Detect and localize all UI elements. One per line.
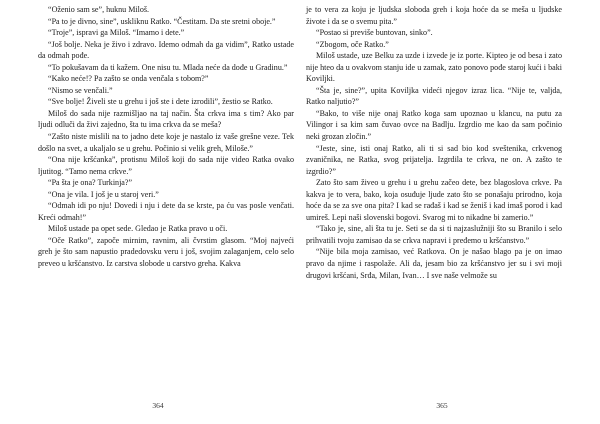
paragraph: “To pokušavam da ti kažem. One nisu tu. Mlada neće da dođe u Gradinu.” <box>48 62 288 72</box>
paragraph: “Oče Ratko”, započe mirnim, ravnim, ali čvrstim glasom. “Moj najveći greh je što sam napustio pradedovsku veru i još, svojim zalaganjem, celo selo preveo u kršćanstvo. Iz carstva slobode u carstvo greha. Kakva <box>38 235 294 269</box>
paragraph: “Zašto niste mislili na to jadno dete koje je nastalo iz vaše grešne veze. Tek došlo na svet, a ukaljalo se u grehu. Počinio si velik greh, Miloše.” <box>38 132 294 153</box>
paragraph: “Zbogom, oče Ratko.” <box>316 39 389 49</box>
paragraph: “Oženio sam se”, huknu Miloš. <box>48 5 150 14</box>
right-page-text <box>306 4 562 281</box>
paragraph: “Tako je, sine, ali šta tu je. Seti se da si ti najzaslužniji što su Branilo i selo prihvatili tvoju zamisao da se crkva napravi i pređemo u kršćanstvo.” <box>306 224 562 245</box>
left-page-text <box>38 4 294 270</box>
paragraph: “Sve bolje! Živeli ste u grehu i još ste i dete izrodili”, žestio se Ratko. <box>48 97 273 107</box>
paragraph: “Šta je, sine?”, upita Koviljka videći njegov izraz lica. “Nije te, valjda, Ratko naljutio?” <box>306 85 562 107</box>
paragraph: “Odmah idi po nju! Dovedi i nju i dete da se krste, pa ću vas posle venčati. Kreći odmah!” <box>38 201 294 222</box>
paragraph: Miloš do sada nije razmišljao na taj način. Šta crkva ima s tim? Ako par ljudi odluči da živi zajedno, šta tu ima crkva da se meša? <box>38 108 294 130</box>
paragraph: “Nismo se venčali.” <box>48 85 113 95</box>
paragraph: “Postao si previše buntovan, sinko”. <box>316 28 433 38</box>
paragraph: “Kako neće!? Pa zašto se onda venčala s tobom?” <box>48 74 209 84</box>
page-number-right: 365 <box>436 401 448 410</box>
page-number-left: 364 <box>152 401 164 410</box>
paragraph: “Nije bila moja zamisao, već Ratkova. On je našao blago pa je on imao pravo da njime i raspolaže. Ali da, jesam bio za kršćanstvo jer su i svi moji drugovi kršćani, Srđa, Milan, Ivan… I sve naše velmože su <box>306 247 562 280</box>
paragraph: Miloš ustade, uze Belku za uzde i izvede je iz porte. Kipteo je od besa i zato nije hteo da u ovakvom stanju ide u zamak, zato ponovo pođe staroj kući i baki Koviljki. <box>306 51 562 84</box>
paragraph: “Ona nije kršćanka”, protisnu Miloš koji do sada nije video Ratka ovako ljutitog. “Tamo nema crkve.” <box>38 155 294 176</box>
paragraph: “Jeste, sine, isti onaj Ratko, ali ti si sad bio kod sveštenika, crkvenog zvaničnika, ne Ratka, svog prijatelja. Izgrdila te crkva, ne on. A zašto te izgrdio?” <box>306 143 562 176</box>
paragraph: “Troje”, ispravi ga Miloš. “Imamo i dete.” <box>48 28 185 38</box>
paragraph: Miloš ustade pa opet sede. Gledao je Ratka pravo u oči. <box>48 224 228 234</box>
paragraph: “Pa šta je ona? Turkinja?” <box>48 178 133 188</box>
paragraph: “Ona je vila. I još je u staroj veri.” <box>48 189 159 199</box>
paragraph: Zato što sam živeo u grehu i u grehu začeo dete, bez blagoslova crkve. Pa kakva je to vera, bako, koja osuđuje ljude zato što se ponašaju prirodno, koja hoće da se za sve ona pita? I kad se rađaš i kad se ženiš i kad imaš porod i kad umireš. Lepi naši slovenski bogovi. Svarog mi to nikadne bi zamerio.” <box>306 178 562 222</box>
paragraph: “Pa to je divno, sine”, uskliknu Ratko. “Čestitam. Da ste sretni oboje.” <box>48 16 276 26</box>
paragraph: “Još bolje. Neka je živo i zdravo. Idemo odmah da ga vidim”, Ratko ustade da odmah pođe. <box>38 39 294 61</box>
right-page <box>300 0 600 424</box>
paragraph: “Bako, to više nije onaj Ratko koga sam upoznao u klancu, na putu za Vilingor i sa kim sam čuvao ovce na Badlju. Izgrdio me kao da sam počinio neki grozan zločin.” <box>306 108 562 142</box>
continued-paragraph: je to vera za koju je ljudska sloboda greh i koja hoće da se meša u ljudske živote i da se o svemu pita.” <box>306 5 562 26</box>
